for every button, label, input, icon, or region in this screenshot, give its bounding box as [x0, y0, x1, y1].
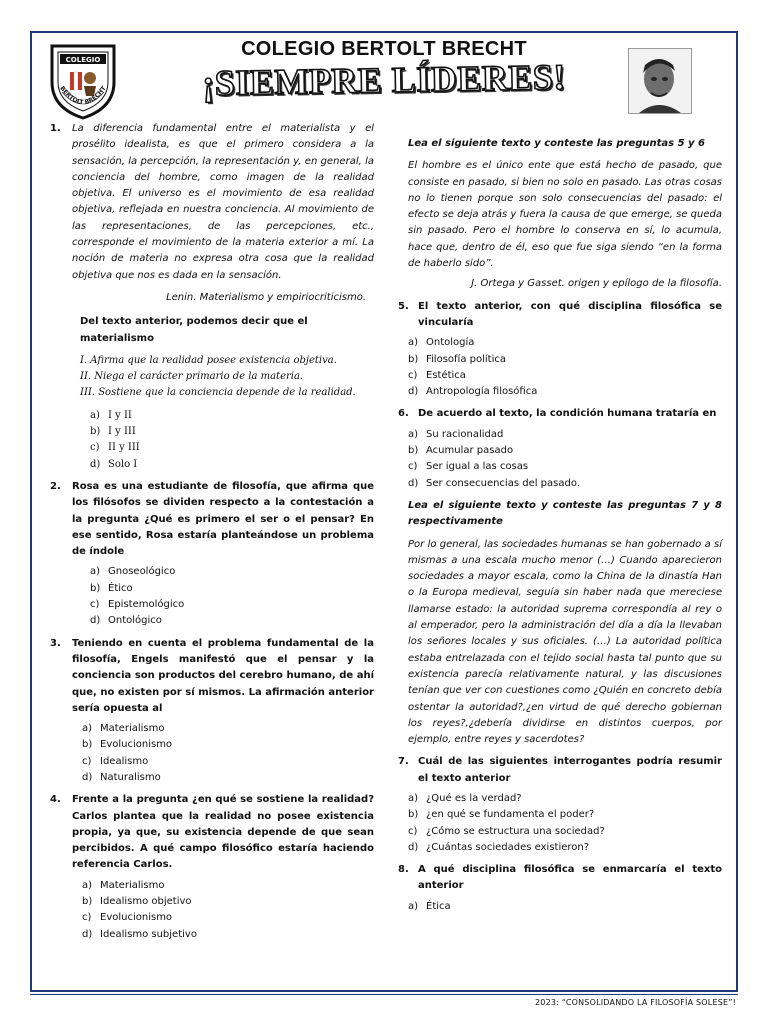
question-text: De acuerdo al texto, la condición humana trataría en [418, 408, 717, 420]
option: d) Ser consecuencias del pasado. [408, 477, 580, 489]
question-number: 1. [50, 123, 61, 134]
statement: II. Niega el carácter primario de la materia. [80, 371, 304, 383]
passage-text: El hombre es el único ente que está hecho de pasado, que consiste en pasado, si bien no solo en pasado. Las otras cosas no lo tienen porque son solo consecuencias del pasado: el efecto se deja atrás y fuera la causa de que emerge, se queda sin pasado. Pero el hombre lo conserva en sí, lo acumula, hace que, dentro de él, eso que fue siga siendo “en la forma de haberlo sido”. [408, 160, 722, 270]
right-column [398, 134, 722, 921]
question-text: El texto anterior, con qué disciplina filosófica se vincularía [418, 300, 722, 328]
passage-text: Por lo general, las sociedades humanas se han gobernado a sí mismas a una escala mucho menor (…) Cuando aparecieron sociedades a mayor escala, como la China de la dinastía Han o la Europa medieval, seguía sin haber nada que mereciese llamarse estado: la autoridad suprema correspondía al rey o al emperador, pero la administración del día a día la llevaban los señores locales y sus oficiales. (…) La autoridad política estaba entrelazada con el tejido social hasta tal punto que su existencia parecía relativamente natural, y las discusiones tenían que ver con cuestiones como ¿Quién en concreto debía ostentar la autoridad?,¿en virtud de qué derecho gobiernan los reyes?,¿debería dividirse en distintos cuerpos, por ejemplo, entre reyes y sacerdotes? [408, 538, 722, 746]
footer-text: 2023: “CONSOLIDANDO LA FILOSOFÍA SOLESE”! [534, 998, 736, 1007]
statement: III. Sostiene que la conciencia depende de la realidad. [80, 387, 356, 399]
option: b) ¿en qué se fundamenta el poder? [408, 809, 595, 821]
option: a) ¿Qué es la verdad? [408, 792, 522, 804]
option: b) Acumular pasado [408, 445, 514, 457]
answer-options [50, 408, 374, 473]
option: c) Epistemológico [90, 599, 185, 611]
statement: I. Afirma que la realidad posee existencia objetiva. [80, 354, 337, 366]
passage-text: La diferencia fundamental entre el materialista y el prosélito idealista, es que el primero considera a la sensación, la percepción, la representación y, en general, la conciencia del hombre, como imagen de la realidad objetiva. El universo es el movimiento de esa realidad objetiva, reflejada en nuestra conciencia. Al movimiento de las representaciones, de las percepciones, etc., corresponde el movimiento de la materia exterior a mí. La noción de materia no expresa otra cosa que la realidad objetiva que nos es dada en la sensación. [72, 123, 374, 281]
question-text: Teniendo en cuenta el problema fundamental de la filosofía, Engels manifestó que el pensar y la conciencia son productos del cerebro humano, de ahí que, no existen por sí mismos. La afirmación anterior sería opuesta al [72, 637, 374, 714]
option: d) Naturalismo [82, 771, 161, 783]
option: b) Filosofía política [408, 353, 506, 365]
portrait-photo [628, 48, 692, 114]
school-motto: ¡SIEMPRE LÍDERES! [201, 56, 567, 104]
option: c) II y III [90, 442, 140, 454]
question-6 [398, 406, 722, 422]
option: c) Evolucionismo [82, 912, 173, 924]
question-7 [398, 754, 722, 787]
option: a) I y II [90, 409, 132, 421]
question-text: Cuál de las siguientes interrogantes podría resumir el texto anterior [418, 756, 722, 784]
option: a) Ética [408, 900, 451, 912]
question-1 [50, 121, 374, 284]
statement-list [80, 353, 374, 402]
option: b) Ético [90, 582, 133, 594]
question-number: 2. [50, 480, 61, 492]
option: a) Gnoseológico [90, 566, 176, 578]
question-4 [50, 792, 374, 873]
answer-options [50, 878, 374, 943]
option: c) Idealismo [82, 755, 149, 767]
question-prompt: Del texto anterior, podemos decir que el materialismo [80, 316, 308, 344]
passage-source: Lenin. Materialismo y empiriocriticismo. [166, 291, 366, 303]
left-column [50, 121, 374, 949]
question-5 [398, 299, 722, 332]
answer-options [398, 427, 722, 492]
option: d) Solo I [90, 458, 138, 470]
answer-options [398, 335, 722, 400]
option: a) Materialismo [82, 879, 165, 891]
question-3 [50, 636, 374, 717]
question-number: 3. [50, 637, 61, 649]
option: b) I y III [90, 426, 136, 438]
passage-source: J. Ortega y Gasset. origen y epílogo de la filosofía. [471, 278, 722, 290]
option: c) Ser igual a las cosas [408, 461, 529, 473]
option: d) ¿Cuántas sociedades existieron? [408, 841, 590, 853]
question-number: 6. [398, 408, 409, 420]
answer-options [398, 899, 722, 915]
school-name: COLEGIO BERTOLT BRECHT [241, 38, 527, 60]
question-number: 7. [398, 756, 409, 768]
answer-options [50, 564, 374, 629]
svg-text:COLEGIO: COLEGIO [65, 56, 101, 64]
reading-instruction: Lea el siguiente texto y conteste las preguntas 5 y 6 [408, 138, 705, 149]
reading-instruction: Lea el siguiente texto y conteste las preguntas 7 y 8 respectivamente [408, 499, 722, 528]
option: c) Estética [408, 369, 466, 381]
option: a) Ontología [408, 337, 475, 349]
option: a) Su racionalidad [408, 428, 504, 440]
answer-options [50, 721, 374, 786]
question-number: 4. [50, 794, 61, 806]
footer-rule [30, 994, 738, 995]
option: d) Idealismo subjetivo [82, 928, 197, 940]
svg-text:BERTOLT BRECHT: BERTOLT BRECHT [58, 85, 108, 107]
option: a) Materialismo [82, 723, 165, 735]
option: d) Ontológico [90, 615, 162, 627]
option: b) Evolucionismo [82, 739, 173, 751]
question-text: Frente a la pregunta ¿en qué se sostiene la realidad? Carlos plantea que la realidad no posee existencia propia, ya que, su existencia depende de que sean percibidos. A qué campo filosófico estaría haciendo referencia Carlos. [72, 794, 374, 871]
question-number: 5. [398, 300, 409, 312]
question-2 [50, 479, 374, 560]
question-text: Rosa es una estudiante de filosofía, que afirma que los filósofos se dividen respecto a la contestación a la pregunta ¿Qué es primero el ser o el pensar? En ese sentido, Rosa estaría planteándose un problema de índole [72, 480, 374, 558]
answer-options [398, 791, 722, 856]
option: b) Idealismo objetivo [82, 896, 192, 908]
option: d) Antropología filosófica [408, 386, 538, 398]
question-8 [398, 862, 722, 895]
option: c) ¿Cómo se estructura una sociedad? [408, 825, 605, 837]
question-number: 8. [398, 864, 409, 876]
question-text: A qué disciplina filosófica se enmarcaría el texto anterior [418, 864, 722, 892]
